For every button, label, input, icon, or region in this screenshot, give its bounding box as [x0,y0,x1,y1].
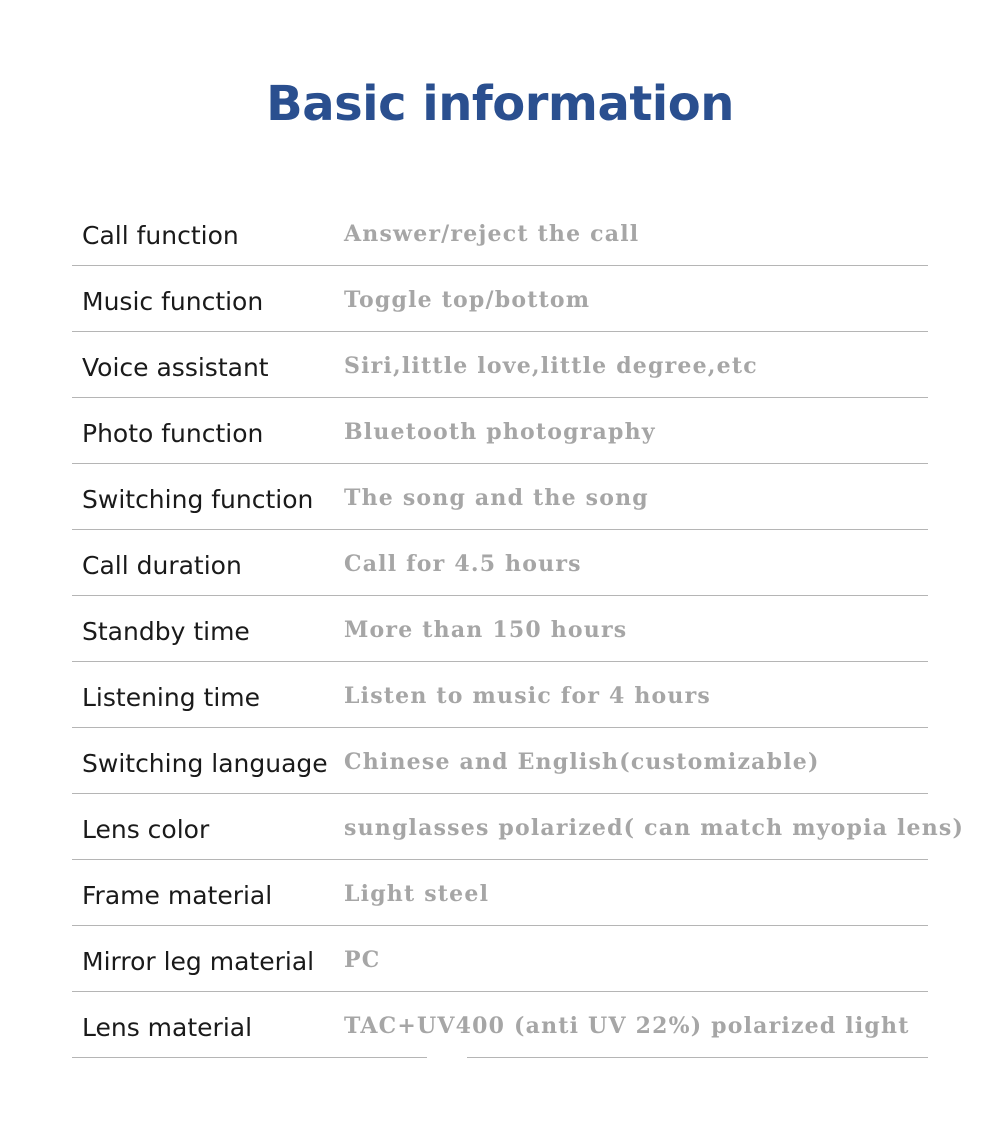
spec-row-call-duration [72,530,928,596]
spec-row-lens-color [72,794,965,860]
spec-value: Call for 4.5 hours [344,551,582,577]
spec-value: Light steel [344,881,490,907]
spec-row-lens-material [72,992,928,1058]
spec-value: sunglasses polarized( can match myopia lens) [344,815,965,841]
spec-value: Toggle top/bottom [344,287,591,313]
spec-row-listening-time [72,662,928,728]
spec-label: Call function [82,221,239,250]
spec-row-standby-time [72,596,928,662]
spec-label: Switching function [82,485,314,514]
spec-label: Standby time [82,617,250,646]
spec-label: Switching language [82,749,328,778]
divider-gap [427,1056,467,1058]
spec-value: Siri,little love,little degree,etc [344,353,758,379]
spec-value: Chinese and English(customizable) [344,749,820,775]
spec-row-photo-function [72,398,928,464]
spec-label: Listening time [82,683,261,712]
spec-row-frame-material [72,860,928,926]
spec-value: The song and the song [344,485,649,511]
spec-label: Photo function [82,419,264,448]
spec-value: Bluetooth photography [344,419,656,445]
spec-label: Voice assistant [82,353,269,382]
spec-value: TAC+UV400 (anti UV 22%) polarized light [344,1013,910,1039]
spec-table [72,200,965,1058]
spec-label: Music function [82,287,264,316]
spec-label: Lens color [82,815,210,844]
spec-label: Mirror leg material [82,947,315,976]
spec-label: Frame material [82,881,273,910]
spec-row-switching-language [72,728,928,794]
spec-row-music-function [72,266,928,332]
spec-value: Answer/reject the call [344,221,640,247]
spec-value: More than 150 hours [344,617,628,643]
spec-label: Lens material [82,1013,253,1042]
spec-label: Call duration [82,551,242,580]
spec-row-voice-assistant [72,332,928,398]
spec-value: Listen to music for 4 hours [344,683,711,709]
spec-row-switching-function [72,464,928,530]
spec-value: PC [344,947,381,973]
page-title: Basic information [266,76,734,132]
spec-row-call-function [72,200,928,266]
spec-row-mirror-leg-material [72,926,928,992]
